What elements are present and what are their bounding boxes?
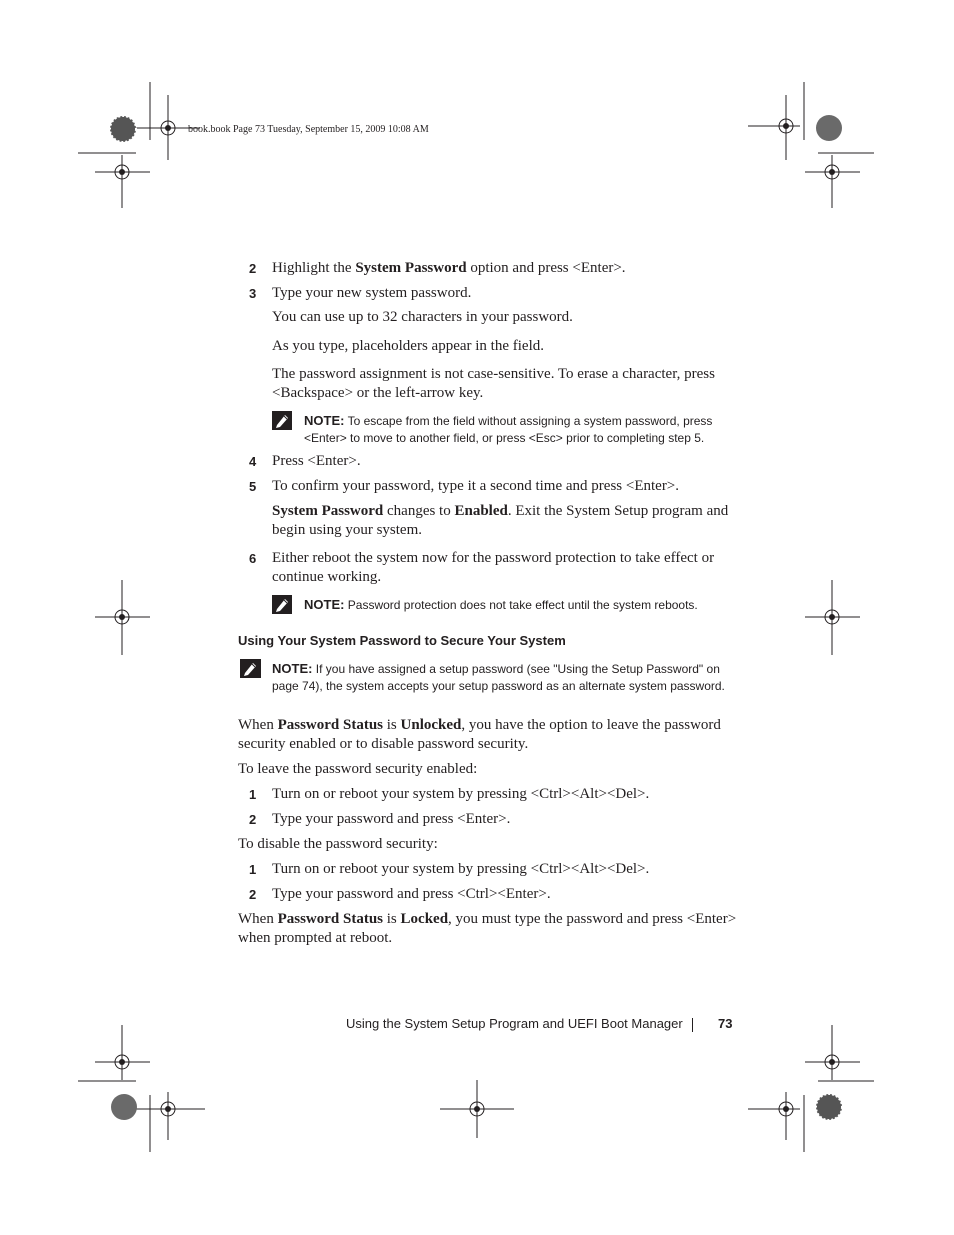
step-number: 2 [249,261,257,276]
step-text: Either reboot the system now for the password protection to take effect or continue working. [272,550,715,585]
note-pencil-icon [272,595,292,614]
text-span: changes to [383,503,455,519]
step-number: 2 [249,812,257,827]
step-number: 5 [249,479,257,494]
note-pencil-icon [240,659,261,678]
paragraph [238,910,742,948]
step-text: Type your password and press <Ctrl><Enter>. [272,886,551,902]
note-label: NOTE: [272,661,313,676]
menu-term: System Password [355,260,467,276]
step-text: Turn on or reboot your system by pressing <Ctrl><Alt><Del>. [272,786,650,802]
text-span: option and press <Enter>. [466,260,626,276]
step-text [272,259,742,278]
text-span: , you must type the password and press <Enter> when prompted at reboot. [238,911,737,946]
step-number: 6 [249,551,257,566]
text-span: . Exit the System Setup program and begin using your system. [272,503,729,538]
text-span: is [383,911,401,927]
note-label: NOTE: [304,413,345,428]
text-span: When [238,717,278,733]
menu-term: System Password [272,503,384,519]
paragraph: The password assignment is not case-sensitive. To erase a character, press <Backspace> or the left-arrow key. [272,366,715,401]
step-text: Type your new system password. [272,285,472,301]
paragraph: As you type, placeholders appear in the field. [272,338,544,354]
text-span: is [383,717,401,733]
step-number: 3 [249,286,257,301]
note-text [304,596,744,614]
menu-term: Unlocked [400,717,462,733]
text-span: , you have the option to leave the password security enabled or to disable password security. [238,717,721,752]
note-text [272,660,742,695]
paragraph: To disable the password security: [238,836,438,852]
note-label: NOTE: [304,597,345,612]
note-text [304,412,744,447]
note-body: If you have assigned a setup password (see "Using the Setup Password" on page 74), the system accepts your setup password as an alternate system password. [272,662,725,693]
menu-term: Password Status [277,717,384,733]
step-number: 1 [249,787,257,802]
text-span: When [238,911,278,927]
paragraph: You can use up to 32 characters in your password. [272,309,573,325]
paragraph [238,716,742,754]
menu-term: Password Status [277,911,384,927]
footer-divider [692,1018,693,1032]
step-number: 1 [249,862,257,877]
page-number: 73 [718,1016,733,1031]
footer-title: Using the System Setup Program and UEFI Boot Manager [346,1016,683,1031]
note-body: To escape from the field without assigning a system password, press <Enter> to move to another field, or press <Esc> prior to completing step 5. [304,414,713,445]
step-text: To confirm your password, type it a second time and press <Enter>. [272,478,680,494]
section-heading: Using Your System Password to Secure Your System [238,633,566,648]
paragraph: To leave the password security enabled: [238,761,478,777]
menu-term: Locked [400,911,449,927]
step-text: Press <Enter>. [272,453,361,469]
text-span: Highlight the [272,260,356,276]
step-number: 2 [249,887,257,902]
print-header: book.book Page 73 Tuesday, September 15, 2009 10:08 AM [188,124,429,135]
paragraph [272,502,742,540]
note-body: Password protection does not take effect until the system reboots. [344,598,698,612]
step-text: Type your password and press <Enter>. [272,811,511,827]
note-pencil-icon [272,411,292,430]
step-number: 4 [249,454,257,469]
step-text: Turn on or reboot your system by pressing <Ctrl><Alt><Del>. [272,861,650,877]
menu-term: Enabled [454,503,508,519]
